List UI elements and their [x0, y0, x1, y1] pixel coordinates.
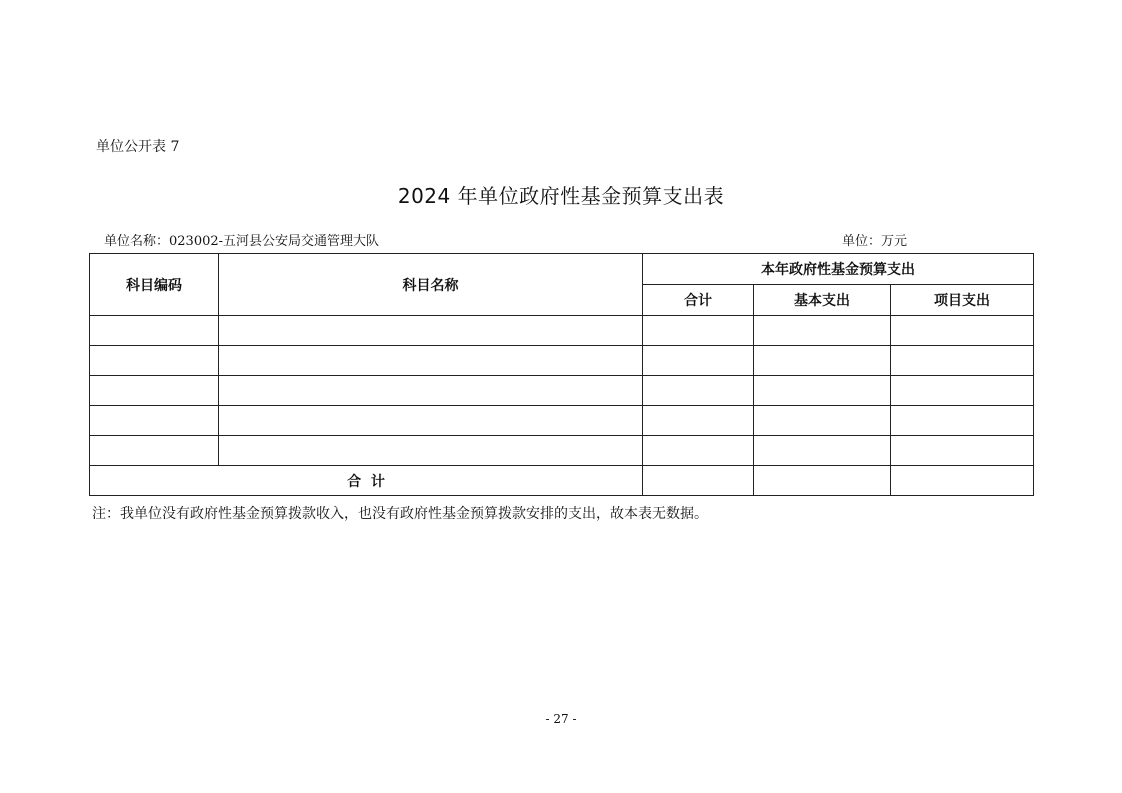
cell-name: [219, 406, 643, 436]
summary-basic: [754, 466, 891, 496]
header-basic: 基本支出: [754, 285, 891, 316]
summary-label: 合 计: [90, 466, 643, 496]
cell-project: [891, 346, 1034, 376]
cell-code: [90, 376, 219, 406]
cell-code: [90, 436, 219, 466]
header-subject-name: 科目名称: [219, 254, 643, 316]
unit-currency: 单位：万元: [842, 234, 908, 249]
summary-row: [90, 466, 1034, 496]
summary-project: [891, 466, 1034, 496]
cell-code: [90, 406, 219, 436]
header-total: 合计: [643, 285, 754, 316]
table-header-row: [90, 254, 1034, 285]
cell-basic: [754, 316, 891, 346]
cell-project: [891, 436, 1034, 466]
cell-code: [90, 316, 219, 346]
table-row: [90, 316, 1034, 346]
header-project: 项目支出: [891, 285, 1034, 316]
cell-total: [643, 406, 754, 436]
cell-name: [219, 316, 643, 346]
cell-project: [891, 376, 1034, 406]
cell-total: [643, 376, 754, 406]
unit-name: 单位名称：023002-五河县公安局交通管理大队: [104, 234, 380, 249]
cell-name: [219, 436, 643, 466]
cell-project: [891, 316, 1034, 346]
table-row: [90, 436, 1034, 466]
table-row: [90, 346, 1034, 376]
cell-total: [643, 436, 754, 466]
summary-total: [643, 466, 754, 496]
cell-code: [90, 346, 219, 376]
cell-basic: [754, 376, 891, 406]
cell-basic: [754, 406, 891, 436]
cell-basic: [754, 436, 891, 466]
cell-name: [219, 376, 643, 406]
cell-name: [219, 346, 643, 376]
page-number: - 27 -: [545, 712, 577, 726]
budget-table: [89, 253, 1034, 496]
cell-basic: [754, 346, 891, 376]
table-note: 注：我单位没有政府性基金预算拨款收入，也没有政府性基金预算拨款安排的支出，故本表无数据。: [92, 506, 708, 522]
cell-total: [643, 346, 754, 376]
cell-total: [643, 316, 754, 346]
header-budget-group: 本年政府性基金预算支出: [643, 254, 1034, 285]
header-subject-code: 科目编码: [90, 254, 219, 316]
table-label: 单位公开表 7: [96, 139, 180, 155]
table-row: [90, 376, 1034, 406]
page-title: 2024 年单位政府性基金预算支出表: [397, 184, 725, 208]
cell-project: [891, 406, 1034, 436]
table-row: [90, 406, 1034, 436]
